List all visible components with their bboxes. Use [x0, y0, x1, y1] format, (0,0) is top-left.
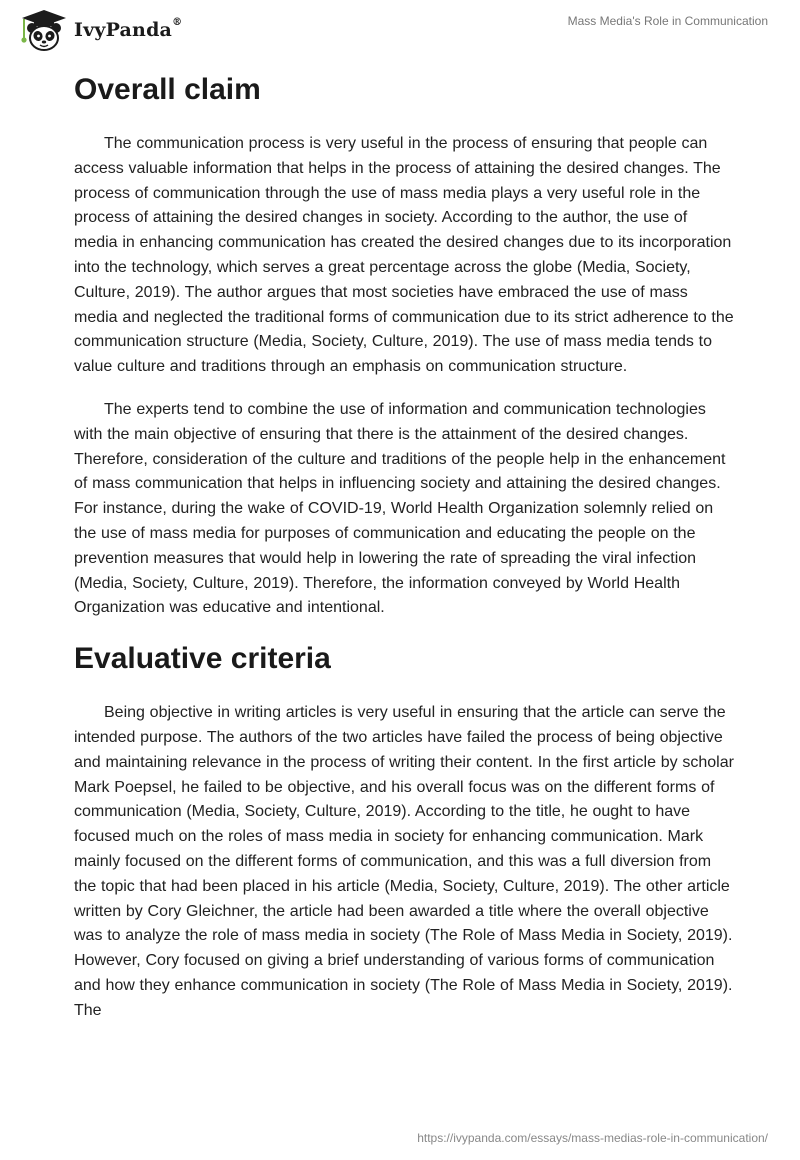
paragraph: The experts tend to combine the use of information and communication technologies with the main objective of ensuring that there is the attainment of the desired changes. Therefore, consideration of the culture and traditions of the people help in the enhancement of mass communication that helps in influencing society and attaining the desired changes. For instance, during the wake of COVID-19, World Health Organization solemnly relied on the use of mass media for purposes of communication and educating the people on the prevention measures that would help in lowering the rate of spreading the viral infection (Media, Society, Culture, 2019). Therefore, the information conveyed by World Health Organization was educative and intentional.	[74, 400, 726, 617]
source-url[interactable]: https://ivypanda.com/essays/mass-medias-role-in-communication/	[417, 1131, 768, 1145]
brand-name: IvyPanda®	[74, 17, 183, 41]
essay-content	[74, 70, 734, 1042]
registered-mark: ®	[172, 17, 183, 28]
panda-graduate-icon	[16, 8, 72, 52]
section-heading-evaluative-criteria: Evaluative criteria	[74, 642, 331, 676]
paragraph: The communication process is very useful in the process of ensuring that people can access valuable information that helps in the process of attaining the desired changes. The process of communication through the use of mass media plays a very useful role in the process of attaining the desired changes in society. According to the author, the use of media in enhancing communication has created the desired changes due to its incorporation into the technology, which serves a great percentage across the globe (Media, Society, Culture, 2019). The author argues that most societies have embraced the use of mass media and neglected the traditional forms of communication due to its strict adherence to the communication structure (Media, Society, Culture, 2019). The use of mass media tends to value culture and traditions through an emphasis on communication structure.	[74, 135, 734, 376]
ivypanda-logo[interactable]	[16, 8, 182, 52]
paragraph: Being objective in writing articles is very useful in ensuring that the article can serve the intended purpose. The authors of the two articles have failed the process of being objective and maintaining relevance in the process of writing their content. In the first article by scholar Mark Poepsel, he failed to be objective, and his overall focus was on the different forms of communication (Media, Society, Culture, 2019). According to the title, he ought to have focused much on the roles of mass media in society for enhancing communication. Mark mainly focused on the different forms of communication, and this was a full diversion from the topic that had been placed in his article (Media, Society, Culture, 2019). The other article written by Cory Gleichner, the article had been awarded a title where the overall objective was to analyze the role of mass media in society (The Role of Mass Media in Society, 2019). However, Cory focused on giving a brief understanding of various forms of communication and how they enhance communication in society (The Role of Mass Media in Society, 2019). The	[74, 704, 734, 1019]
page-header	[0, 0, 800, 60]
section-heading-overall-claim: Overall claim	[74, 73, 261, 106]
running-title: Mass Media's Role in Communication	[567, 14, 768, 28]
